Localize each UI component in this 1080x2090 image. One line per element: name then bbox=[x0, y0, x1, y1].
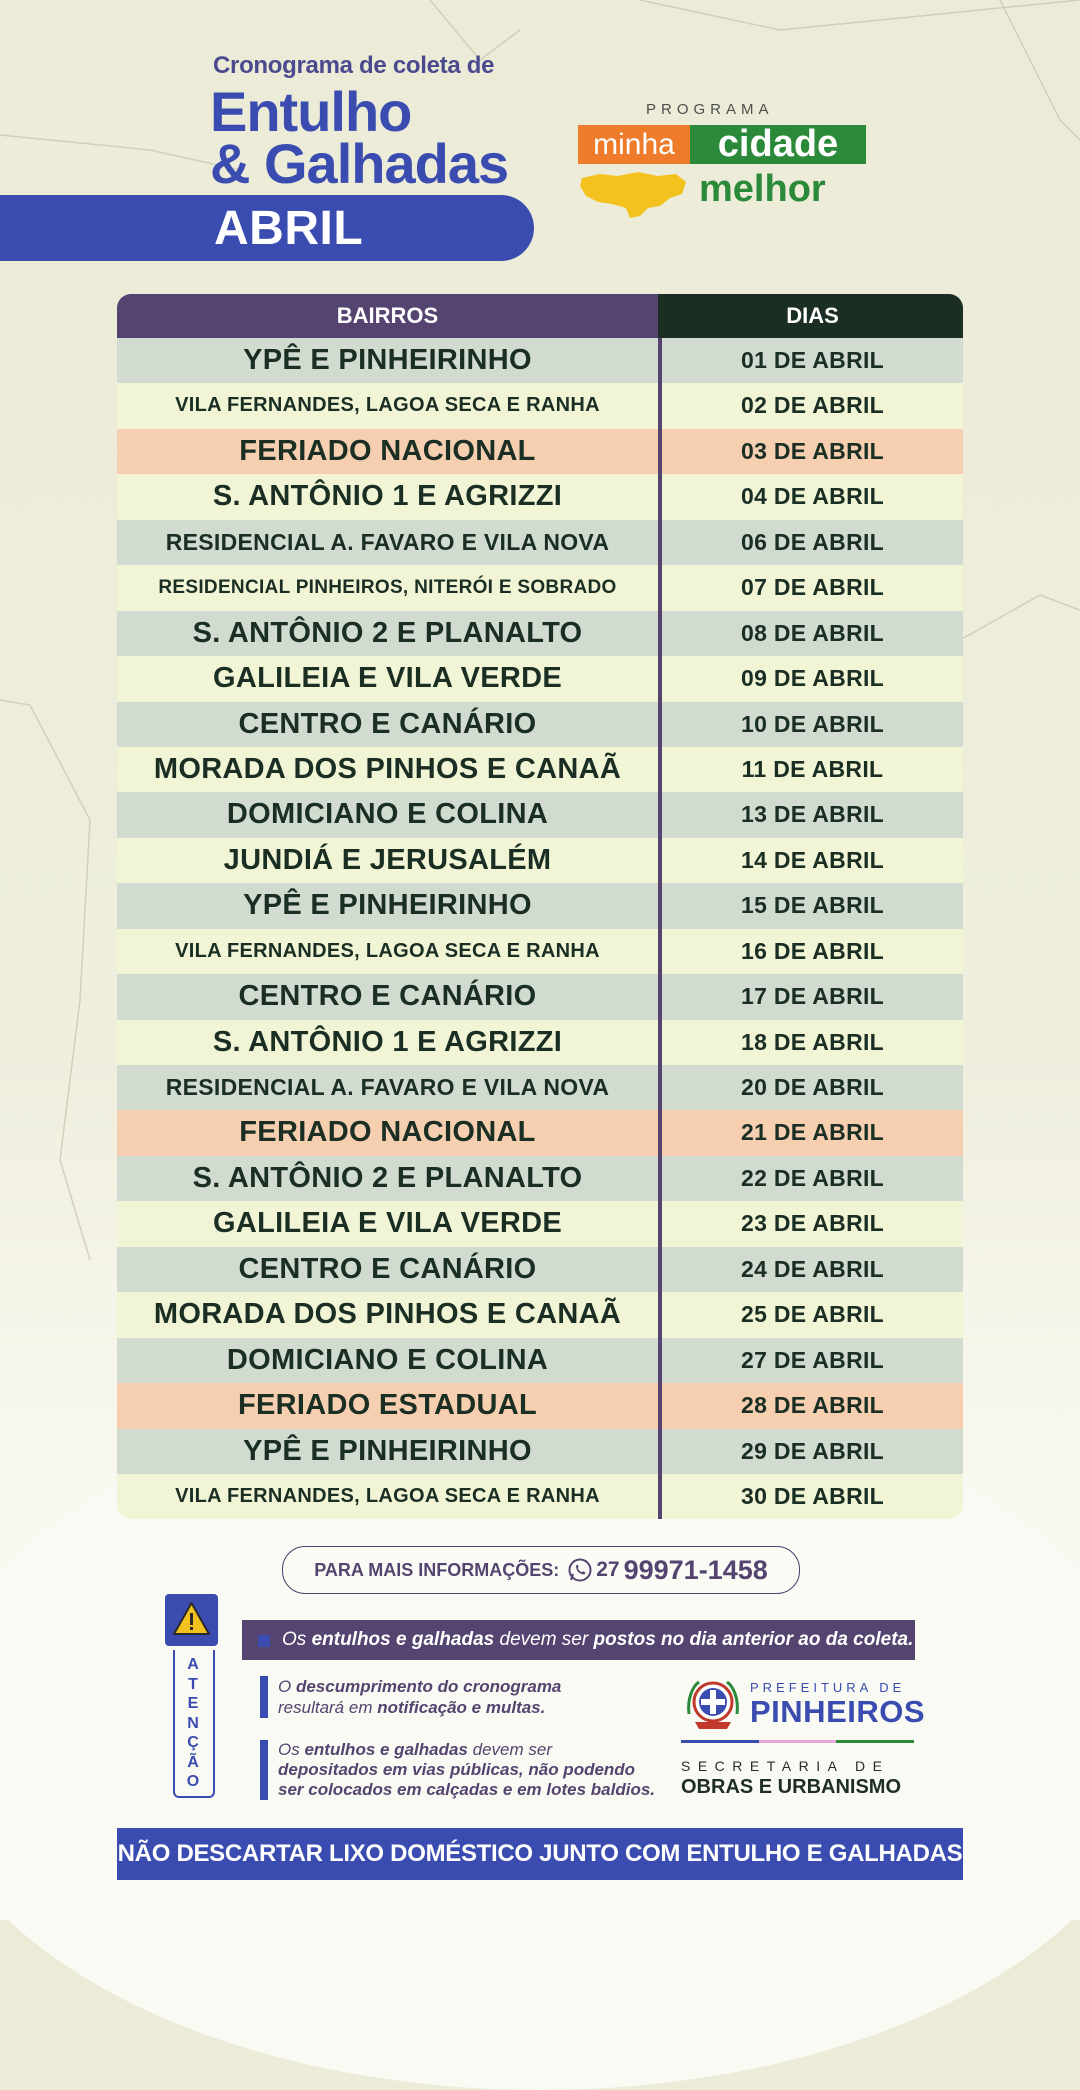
table-row bbox=[117, 656, 963, 701]
header-subtitle: Cronograma de coleta de bbox=[213, 52, 495, 79]
bairro-cell: VILA FERNANDES, LAGOA SECA E RANHA bbox=[117, 1474, 658, 1519]
dia-cell: 14 DE ABRIL bbox=[662, 838, 963, 883]
table-row bbox=[117, 1292, 963, 1337]
bairro-cell: CENTRO E CANÁRIO bbox=[117, 702, 658, 747]
program-word-melhor: melhor bbox=[699, 168, 826, 210]
city-crest-icon bbox=[683, 1674, 743, 1734]
table-row bbox=[117, 1156, 963, 1201]
dia-cell: 07 DE ABRIL bbox=[662, 565, 963, 610]
notice-placement: Os entulhos e galhadas devem ser depositados em vias públicas, não podendo ser colocados em calçadas e em lotes baldios. bbox=[260, 1740, 655, 1800]
dia-cell: 09 DE ABRIL bbox=[662, 656, 963, 701]
dia-cell: 10 DE ABRIL bbox=[662, 702, 963, 747]
dia-cell: 13 DE ABRIL bbox=[662, 792, 963, 837]
header-title-line2: & Galhadas bbox=[210, 132, 509, 195]
bairro-cell: VILA FERNANDES, LAGOA SECA E RANHA bbox=[117, 383, 658, 428]
table-row bbox=[117, 1429, 963, 1474]
bairro-cell: S. ANTÔNIO 2 E PLANALTO bbox=[117, 611, 658, 656]
contact-info[interactable] bbox=[282, 1546, 800, 1594]
bairro-cell: DOMICIANO E COLINA bbox=[117, 792, 658, 837]
color-stripe bbox=[681, 1740, 914, 1743]
program-word-minha: minha bbox=[578, 125, 690, 164]
bairro-cell: RESIDENCIAL A. FAVARO E VILA NOVA bbox=[117, 1065, 658, 1110]
bairro-cell: GALILEIA E VILA VERDE bbox=[117, 1201, 658, 1246]
dia-cell: 03 DE ABRIL bbox=[662, 429, 963, 474]
bairro-cell: S. ANTÔNIO 1 E AGRIZZI bbox=[117, 1020, 658, 1065]
header-dias: DIAS bbox=[662, 294, 963, 338]
dia-cell: 04 DE ABRIL bbox=[662, 474, 963, 519]
dia-cell: 02 DE ABRIL bbox=[662, 383, 963, 428]
table-row bbox=[117, 702, 963, 747]
dia-cell: 27 DE ABRIL bbox=[662, 1338, 963, 1383]
dia-cell: 23 DE ABRIL bbox=[662, 1201, 963, 1246]
bairro-cell: MORADA DOS PINHOS E CANAÃ bbox=[117, 1292, 658, 1337]
bairro-cell: CENTRO E CANÁRIO bbox=[117, 1247, 658, 1292]
dia-cell: 17 DE ABRIL bbox=[662, 974, 963, 1019]
table-row bbox=[117, 1065, 963, 1110]
schedule-table bbox=[117, 294, 963, 1519]
bairro-cell: MORADA DOS PINHOS E CANAÃ bbox=[117, 747, 658, 792]
table-row bbox=[117, 1020, 963, 1065]
month-label: ABRIL bbox=[214, 202, 364, 255]
dia-cell: 21 DE ABRIL bbox=[662, 1110, 963, 1155]
bairro-cell: DOMICIANO E COLINA bbox=[117, 1338, 658, 1383]
table-row bbox=[117, 565, 963, 610]
header-bairros: BAIRROS bbox=[117, 294, 658, 338]
bairro-cell: RESIDENCIAL A. FAVARO E VILA NOVA bbox=[117, 520, 658, 565]
bairro-cell: YPÊ E PINHEIRINHO bbox=[117, 883, 658, 928]
bairro-cell: FERIADO NACIONAL bbox=[117, 1110, 658, 1155]
dia-cell: 20 DE ABRIL bbox=[662, 1065, 963, 1110]
table-row bbox=[117, 611, 963, 656]
table-row bbox=[117, 929, 963, 974]
bullet-square bbox=[258, 1635, 270, 1647]
bairro-cell: RESIDENCIAL PINHEIROS, NITERÓI E SOBRADO bbox=[117, 565, 658, 610]
bairro-cell: FERIADO ESTADUAL bbox=[117, 1383, 658, 1428]
table-row bbox=[117, 1383, 963, 1428]
table-row bbox=[117, 429, 963, 474]
bairro-cell: CENTRO E CANÁRIO bbox=[117, 974, 658, 1019]
warning-icon bbox=[172, 1601, 211, 1637]
table-row bbox=[117, 883, 963, 928]
dia-cell: 01 DE ABRIL bbox=[662, 338, 963, 383]
table-header bbox=[117, 294, 963, 338]
secretaria-name: OBRAS E URBANISMO bbox=[681, 1776, 902, 1798]
table-row bbox=[117, 974, 963, 1019]
table-row bbox=[117, 1110, 963, 1155]
table-body bbox=[117, 338, 963, 1519]
dia-cell: 22 DE ABRIL bbox=[662, 1156, 963, 1201]
bairro-cell: S. ANTÔNIO 1 E AGRIZZI bbox=[117, 474, 658, 519]
table-row bbox=[117, 474, 963, 519]
warning-badge bbox=[165, 1594, 218, 1646]
bairro-cell: JUNDIÁ E JERUSALÉM bbox=[117, 838, 658, 883]
phone-number[interactable]: 99971-1458 bbox=[623, 1554, 768, 1585]
contact-label: PARA MAIS INFORMAÇÕES: bbox=[314, 1559, 560, 1580]
notice-penalty: O descumprimento do cronograma resultará em notificação e multas. bbox=[260, 1676, 561, 1718]
bairro-cell: FERIADO NACIONAL bbox=[117, 429, 658, 474]
dia-cell: 11 DE ABRIL bbox=[662, 747, 963, 792]
dia-cell: 16 DE ABRIL bbox=[662, 929, 963, 974]
table-row bbox=[117, 520, 963, 565]
prefeitura-name: PINHEIROS bbox=[750, 1694, 926, 1729]
phone-area-code: 27 bbox=[596, 1558, 620, 1581]
table-row bbox=[117, 1338, 963, 1383]
whatsapp-icon bbox=[567, 1557, 593, 1583]
bairro-cell: YPÊ E PINHEIRINHO bbox=[117, 338, 658, 383]
dia-cell: 25 DE ABRIL bbox=[662, 1292, 963, 1337]
dia-cell: 30 DE ABRIL bbox=[662, 1474, 963, 1519]
table-row bbox=[117, 792, 963, 837]
header-title-line1: Entulho bbox=[210, 80, 412, 143]
table-row bbox=[117, 1474, 963, 1519]
program-label: PROGRAMA bbox=[646, 101, 774, 118]
notice-deadline-text: Os entulhos e galhadas devem ser postos no dia anterior ao da coleta. bbox=[282, 1629, 914, 1650]
table-row bbox=[117, 1201, 963, 1246]
table-row bbox=[117, 338, 963, 383]
prefeitura-label: PREFEITURA DE bbox=[750, 1680, 906, 1695]
state-map-icon bbox=[578, 168, 690, 220]
dia-cell: 28 DE ABRIL bbox=[662, 1383, 963, 1428]
bairro-cell: S. ANTÔNIO 2 E PLANALTO bbox=[117, 1156, 658, 1201]
dia-cell: 08 DE ABRIL bbox=[662, 611, 963, 656]
dia-cell: 18 DE ABRIL bbox=[662, 1020, 963, 1065]
dia-cell: 06 DE ABRIL bbox=[662, 520, 963, 565]
bairro-cell: YPÊ E PINHEIRINHO bbox=[117, 1429, 658, 1474]
table-row bbox=[117, 383, 963, 428]
bairro-cell: VILA FERNANDES, LAGOA SECA E RANHA bbox=[117, 929, 658, 974]
program-word-cidade: cidade bbox=[690, 125, 866, 164]
dia-cell: 24 DE ABRIL bbox=[662, 1247, 963, 1292]
dia-cell: 29 DE ABRIL bbox=[662, 1429, 963, 1474]
attention-word: ATENÇÃO bbox=[186, 1656, 200, 1790]
notice-deadline bbox=[242, 1620, 915, 1660]
table-row bbox=[117, 838, 963, 883]
footer-warning: NÃO DESCARTAR LIXO DOMÉSTICO JUNTO COM ENTULHO E GALHADAS bbox=[117, 1828, 963, 1880]
table-row bbox=[117, 1247, 963, 1292]
dia-cell: 15 DE ABRIL bbox=[662, 883, 963, 928]
table-row bbox=[117, 747, 963, 792]
bairro-cell: GALILEIA E VILA VERDE bbox=[117, 656, 658, 701]
secretaria-label: SECRETARIA DE bbox=[681, 1758, 890, 1774]
